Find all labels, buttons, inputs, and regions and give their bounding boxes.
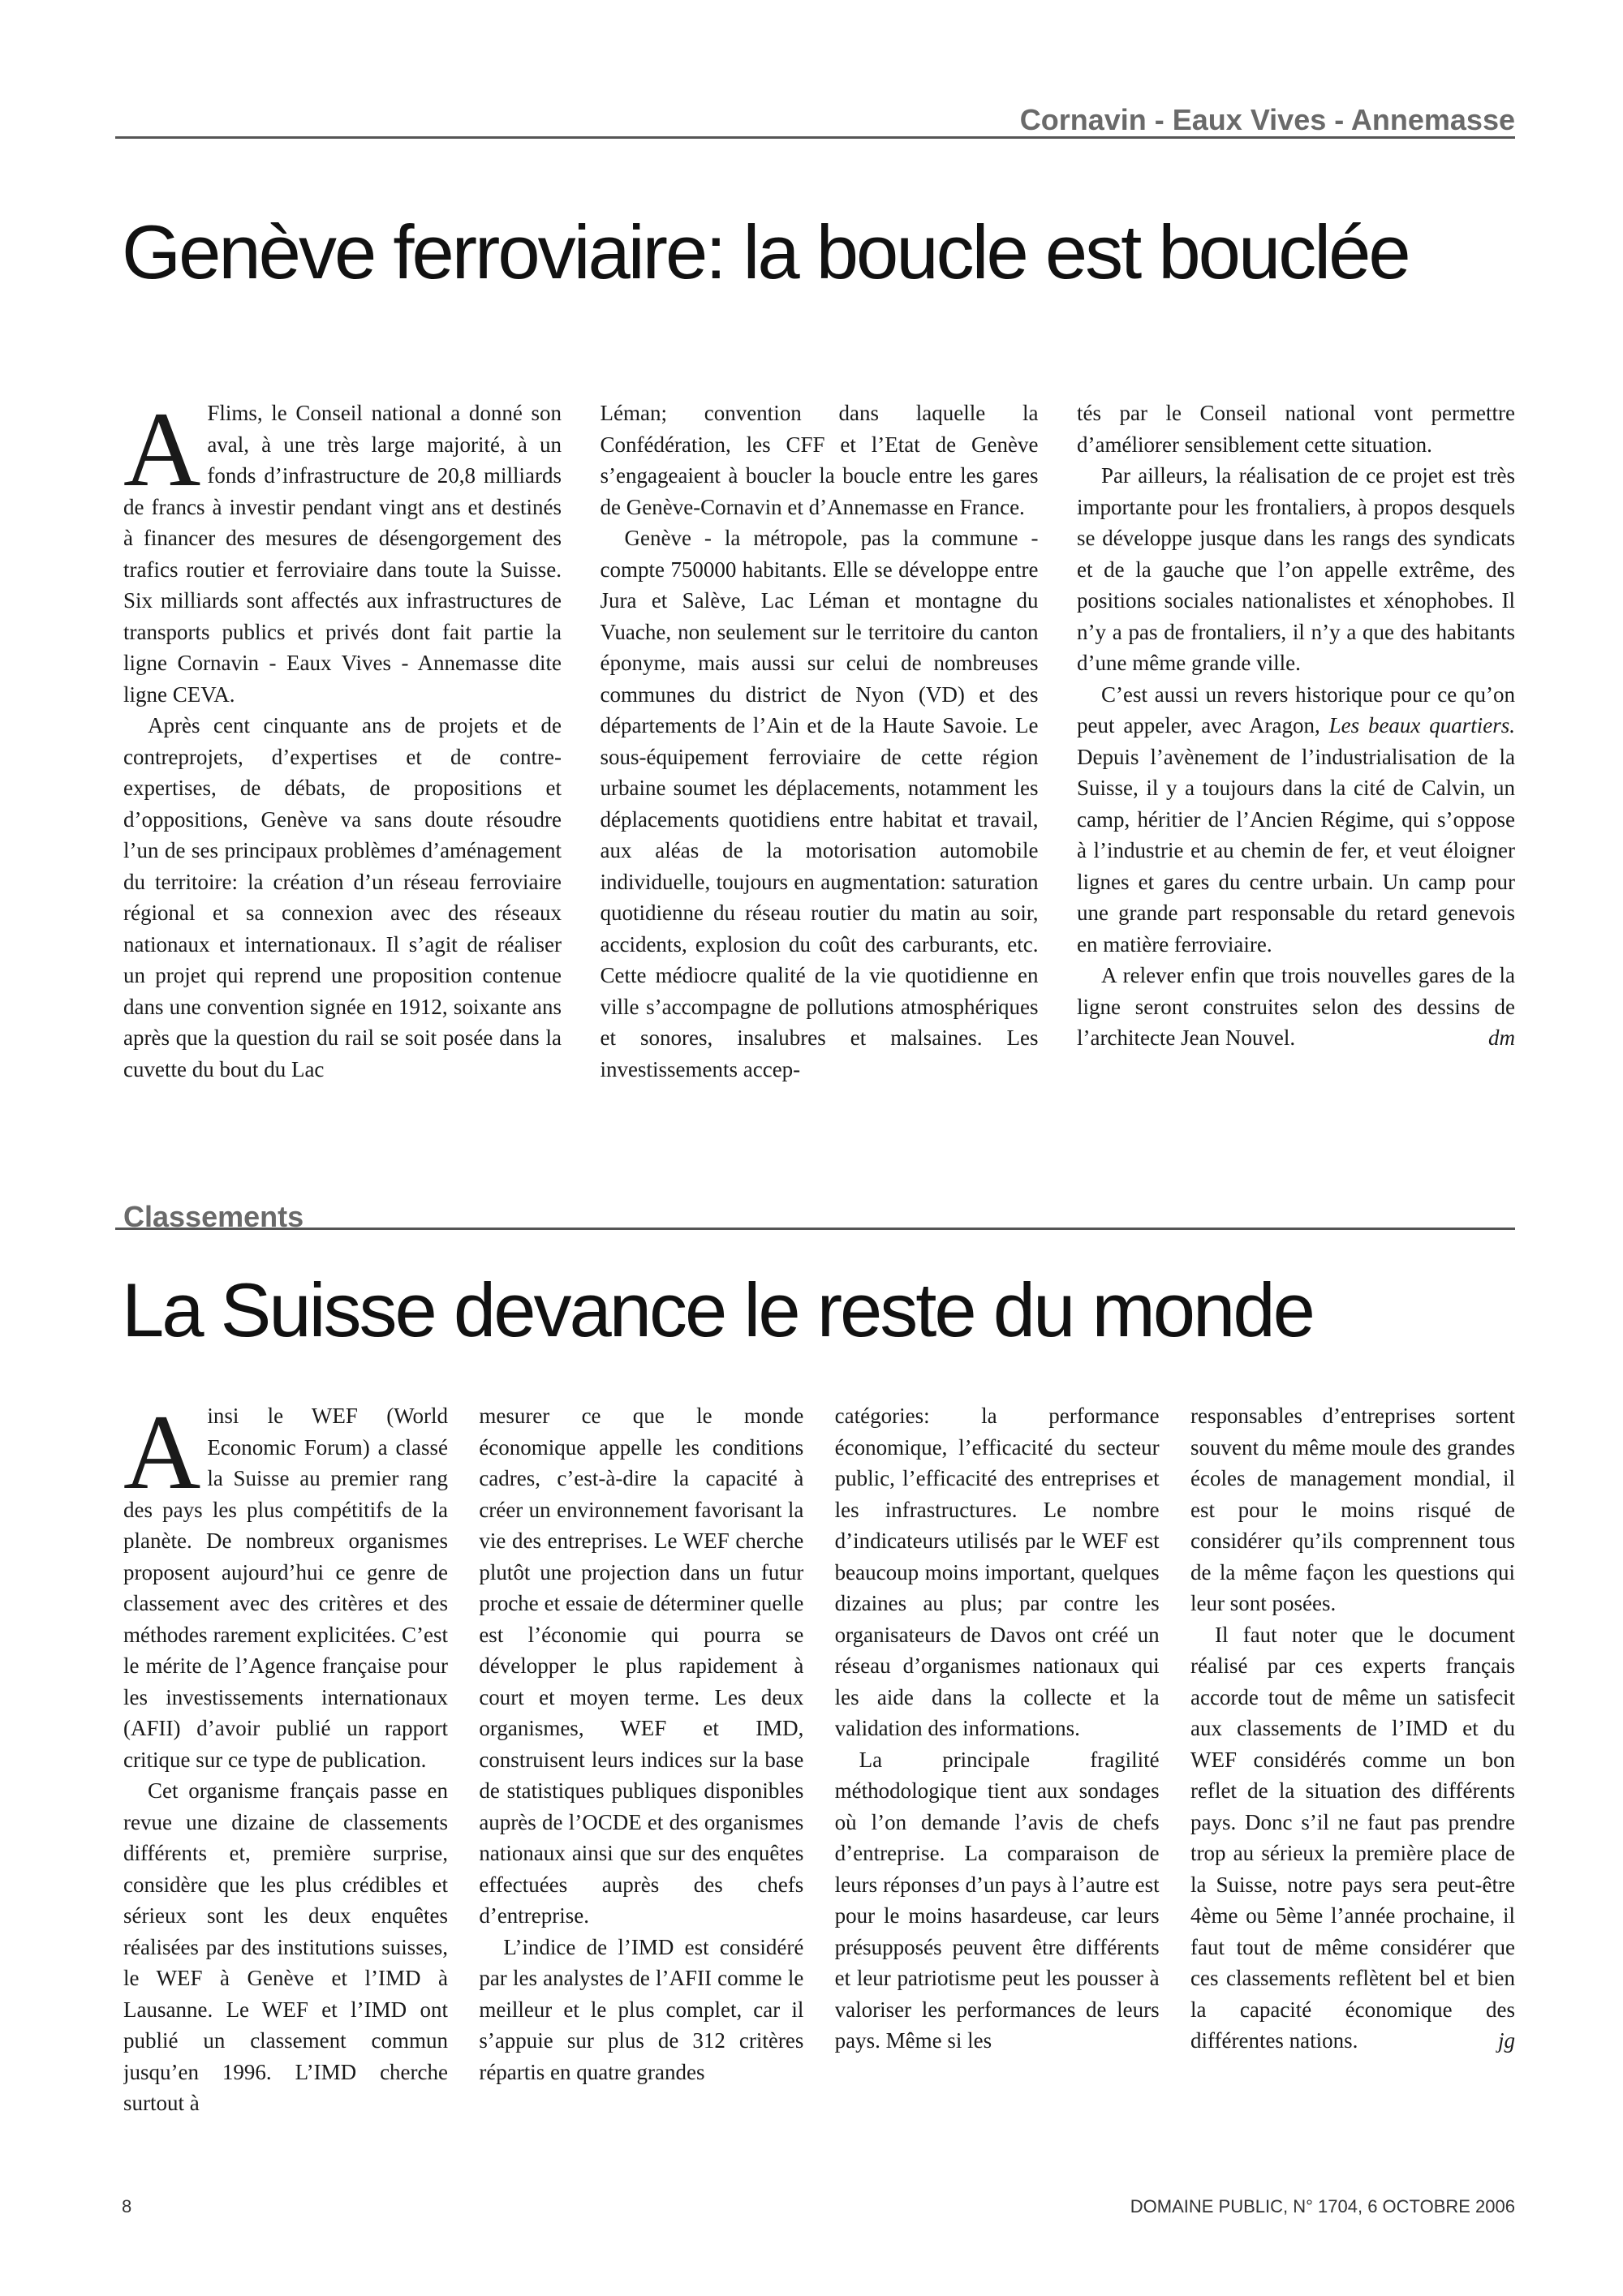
section-rule-top (115, 136, 1515, 139)
article2-paragraph (123, 1400, 448, 1775)
article-body-geneve (123, 398, 1515, 1136)
article2-paragraph: L’indice de l’IMD est considéré par les analystes de l’AFII comme le meilleur et le plus complet, car il s’appuie sur plus de 312 critères répartis en quatre grandes (479, 1934, 804, 2084)
article1-paragraph (1077, 960, 1515, 1054)
article1-paragraph: tés par le Conseil national vont permettre d’améliorer sensiblement cette situation. (1077, 401, 1515, 457)
article1-column-1 (123, 398, 562, 1136)
article2-paragraph (1190, 1619, 1515, 2057)
article-headline-suisse: La Suisse devance le reste du monde (122, 1267, 1313, 1352)
paragraph-text: A relever enfin que trois nouvelles gares de la ligne seront construites selon des dessins de l’architecte Jean Nouvel. (1077, 963, 1515, 1050)
article1-paragraph (1077, 679, 1515, 961)
article2-column-3 (835, 1400, 1160, 2130)
drop-cap: A (123, 1400, 201, 1511)
section-kicker-classements: Classements (123, 1200, 304, 1233)
article2-paragraph: La principale fragilité méthodologique tient aux sondages où l’on demande l’avis de chefs d’entreprise. La comparaison de leurs réponses d’un pays à l’autre est pour le moins hasardeuse, car leurs présupposés peuvent être différents et leur patriotisme peut les pousser à valoriser les performances de leurs pays. Même si les (834, 1747, 1160, 2053)
book-title: Les beaux quartiers. (1328, 713, 1515, 737)
author-signature: dm (1488, 1025, 1515, 1050)
article-body-suisse (123, 1400, 1515, 2130)
article1-column-2 (601, 398, 1039, 1136)
paragraph-text: Il faut noter que le document réalisé par ces experts français accorde tout de même un satisfecit aux classements de l’IMD et du WEF considérés comme un bon reflet de la situation des différents pays. Donc s’il ne faut pas prendre trop au sérieux la première place de la Suisse, notre pays sera peut-être 4ème ou 5ème l’année prochaine, il faut tout de même considérer que ces classements reflètent bel et bien la capacité économique des différentes nations. (1190, 1622, 1515, 2053)
paragraph-text: C’est aussi un revers historique pour ce qu’on peut appeler, avec Aragon, (1077, 681, 1515, 737)
section-kicker-cornavin: Cornavin - Eaux Vives - Annemasse (1019, 103, 1515, 136)
article2-column-4 (1190, 1400, 1515, 2130)
section-rule-middle (115, 1228, 1515, 1230)
article2-paragraph: catégories: la performance économique, l’efficacité du secteur public, l’efficacité des entreprises et les infrastructures. Le nombre d’indicateurs utilisés par le WEF est beaucoup moins important, quelques dizaines au plus; par contre les organisateurs de Davos ont créé un réseau d’organismes nationaux qui les aide dans la collecte et la validation des informations. (834, 1404, 1160, 1740)
article2-column-1 (123, 1400, 448, 2130)
article-headline-geneve: Genève ferroviaire: la boucle est bouclée (122, 209, 1409, 295)
article1-paragraph: Léman; convention dans laquelle la Confédération, les CFF et l’Etat de Genève s’engageaient à boucler la boucle entre les gares de Genève-Cornavin et d’Annemasse en France. (600, 401, 1039, 519)
article2-paragraph: mesurer ce que le monde économique appelle les conditions cadres, c’est-à-dire la capacité à créer un environnement favorisant la vie des entreprises. Le WEF cherche plutôt une projection dans un futur proche et essaie de déterminer quelle est l’économie qui pourra se développer le plus rapidement à court et moyen terme. Les deux organismes, WEF et IMD, construisent leurs indices sur la base de statistiques publiques disponibles auprès de l’OCDE et des organismes nationaux ainsi que sur des enquêtes effectuées auprès des chefs d’entreprise. (479, 1404, 804, 1928)
drop-cap: A (123, 398, 201, 509)
article2-paragraph: responsables d’entreprises sortent souvent du même moule des grandes écoles de management mondial, il est pour le moins risqué de considérer qu’ils comprennent tous de la même façon les questions qui leur sont posées. (1190, 1404, 1515, 1615)
article1-paragraph: Genève - la métropole, pas la commune - compte 750000 habitants. Elle se développe entre Jura et Salève, Lac Léman et montagne du Vuache, non seulement sur le territoire du canton éponyme, mais aussi sur celui de nombreuses communes du district de Nyon (VD) et des départements de l’Ain et de la Haute Savoie. Le sous-équipement ferroviaire de cette région urbaine soumet les déplacements, notamment les déplacements quotidiens entre habitat et travail, aux aléas de la motorisation automobile individuelle, toujours en augmentation: saturation quotidienne du réseau routier du matin au soir, accidents, explosion du coût des carburants, etc. Cette médiocre qualité de la vie quotidienne en ville s’accompagne de pollutions atmosphériques et sonores, insalubres et malsaines. Les investissements accep- (600, 526, 1039, 1081)
article1-paragraph (123, 398, 562, 710)
article2-column-2 (479, 1400, 803, 2130)
article1-paragraph: Après cent cinquante ans de projets et de contreprojets, d’expertises et de contre-expertises, de débats, de propositions et d’oppositions, Genève va sans doute résoudre l’un de ses principaux problèmes d’aménagement du territoire: la création d’un réseau ferroviaire régional et sa connexion avec des réseaux nationaux et internationaux. Il s’agit de réaliser un projet qui reprend une proposition contenue dans une convention signée en 1912, soixante ans après que la question du rail se soit posée dans la cuvette du bout du Lac (123, 713, 562, 1081)
paragraph-text: Flims, le Conseil national a donné son aval, à une très large majorité, à un fonds d’infrastructure de 20,8 milliards de francs à investir pendant vingt ans et destinés à financer des mesures de désengorgement des trafics routier et ferroviaire dans toute la Suisse. Six milliards sont affectés aux infrastructures de transports publics et privés dont fait partie la ligne Cornavin - Eaux Vives - Annemasse dite ligne CEVA. (123, 401, 562, 707)
paragraph-text: insi le WEF (World Economic Forum) a classé la Suisse au premier rang des pays les plus compétitifs de la planète. De nombreux organismes proposent aujourd’hui ce genre de classement avec des critères et des méthodes rarement explicitées. C’est le mérite de l’Agence française pour les investissements internationaux (AFII) d’avoir publié un rapport critique sur ce type de publication. (123, 1404, 448, 1772)
page-number: 8 (122, 2196, 132, 2216)
author-signature: jg (1497, 2028, 1515, 2053)
article2-paragraph: Cet organisme français passe en revue une dizaine de classements différents et, première surprise, considère que les plus crédibles et sérieux sont les deux enquêtes réalisées par des institutions suisses, le WEF à Genève et l’IMD à Lausanne. Le WEF et l’IMD ont publié un classement commun jusqu’en 1996. L’IMD cherche surtout à (123, 1778, 448, 2115)
issue-info: DOMAINE PUBLIC, N° 1704, 6 OCTOBRE 2006 (1130, 2196, 1515, 2216)
paragraph-text: Depuis l’avènement de l’industrialisation de la Suisse, il y a toujours dans la cité de Calvin, un camp, héritier de l’Ancien Régime, qui s’oppose à l’industrie et au chemin de fer, et veut éloigner lignes et gares du centre urbain. Un camp pour une grande part responsable du retard genevois en matière ferroviaire. (1077, 744, 1515, 957)
article1-paragraph: Par ailleurs, la réalisation de ce projet est très importante pour les frontaliers, à propos desquels se développe jusque dans les rangs des syndicats et de la gauche que l’on appelle extrême, des positions sociales nationalistes et xénophobes. Il n’y a pas de frontaliers, il n’y a que des habitants d’une même grande ville. (1077, 463, 1515, 675)
article1-column-3 (1077, 398, 1515, 1136)
